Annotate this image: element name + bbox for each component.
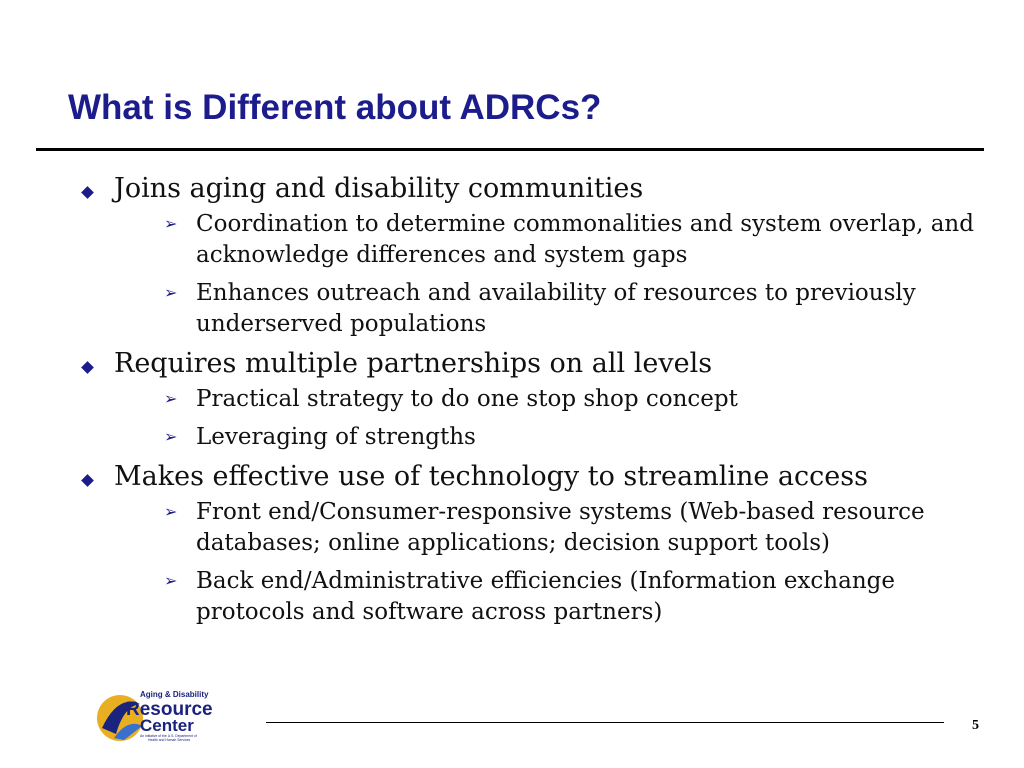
logo-line3: Center xyxy=(140,716,194,735)
sub-bullet-item xyxy=(114,422,976,453)
bullet-text: Joins aging and disability communities xyxy=(114,173,644,204)
sub-bullet-item xyxy=(114,209,976,271)
page-number: 5 xyxy=(972,718,979,733)
bullet-item xyxy=(76,172,976,340)
logo-line2: Resource xyxy=(126,699,213,720)
diamond-bullet-icon xyxy=(81,361,94,374)
sub-bullet-item xyxy=(114,566,976,628)
sub-bullet-text: Enhances outreach and availability of resources to previously underserved populations xyxy=(196,280,916,337)
bullet-text: Makes effective use of technology to streamline access xyxy=(114,461,868,492)
arrowhead-bullet-icon: ➢ xyxy=(164,571,178,590)
sub-bullet-item xyxy=(114,384,976,415)
sub-bullet-text: Practical strategy to do one stop shop concept xyxy=(196,386,738,412)
diamond-bullet-icon xyxy=(81,474,94,487)
bullet-item xyxy=(76,347,976,453)
adrc-logo xyxy=(94,688,228,744)
sub-bullet-item xyxy=(114,278,976,340)
bullet-list xyxy=(76,172,976,635)
arrowhead-bullet-icon: ➢ xyxy=(164,389,178,408)
sub-bullet-text: Back end/Administrative efficiencies (Information exchange protocols and software across partners) xyxy=(196,568,895,625)
slide-title: What is Different about ADRCs? xyxy=(68,88,602,127)
diamond-bullet-icon xyxy=(81,186,94,199)
logo-tagline1: An initiative of the U.S. Department of xyxy=(140,734,197,738)
arrowhead-bullet-icon: ➢ xyxy=(164,283,178,302)
sub-bullet-text: Leveraging of strengths xyxy=(196,424,476,450)
sub-bullet-text: Coordination to determine commonalities and system overlap, and acknowledge differences and system gaps xyxy=(196,211,974,268)
sub-bullet-item xyxy=(114,497,976,559)
logo-tagline2: Health and Human Services xyxy=(148,738,191,742)
arrowhead-bullet-icon: ➢ xyxy=(164,214,178,233)
sub-bullet-text: Front end/Consumer-responsive systems (Web-based resource databases; online applications; decision support tools) xyxy=(196,499,925,556)
title-divider xyxy=(36,148,984,151)
bullet-text: Requires multiple partnerships on all levels xyxy=(114,348,713,379)
sub-bullet-list xyxy=(114,384,976,453)
arrowhead-bullet-icon: ➢ xyxy=(164,502,178,521)
logo-line1: Aging & Disability xyxy=(140,690,209,699)
sub-bullet-list xyxy=(114,209,976,340)
sub-bullet-list xyxy=(114,497,976,628)
footer-divider xyxy=(266,722,944,723)
bullet-item xyxy=(76,460,976,628)
arrowhead-bullet-icon: ➢ xyxy=(164,427,178,446)
